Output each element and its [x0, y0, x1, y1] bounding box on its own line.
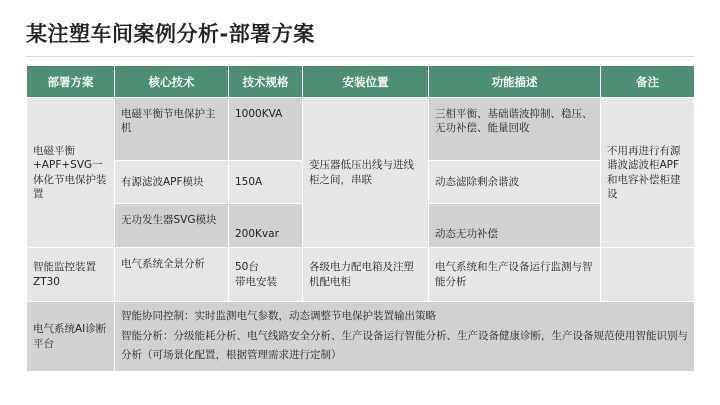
tech-cell: 电气系统全景分析: [115, 248, 229, 302]
note-cell: 不用再进行有源谐波滤波柜APF和电容补偿柜建设: [601, 98, 695, 248]
table-row: [27, 302, 695, 372]
header-spec: 技术规格: [229, 66, 303, 98]
function-cell: 动态无功补偿: [429, 204, 601, 248]
header-function: 功能描述: [429, 66, 601, 98]
note-cell: [601, 248, 695, 302]
spec-method: 带电安装: [235, 275, 277, 288]
title-divider: [26, 56, 694, 57]
scheme-cell: 电气系统AI诊断平台: [27, 302, 115, 372]
table-row: [27, 98, 695, 161]
spec-quantity: 50台: [235, 261, 259, 274]
spec-cell: 150A: [229, 161, 303, 204]
tech-cell: 有源滤波APF模块: [115, 161, 229, 204]
table-header-row: [27, 66, 695, 98]
page-title: 某注塑车间案例分析-部署方案: [26, 22, 315, 46]
header-install: 安装位置: [303, 66, 429, 98]
ai-control-line: 智能协同控制：实时监测电气参数，动态调整节电保护装置输出策略: [121, 309, 436, 322]
spec-cell: 1000KVA: [229, 98, 303, 161]
scheme-cell: 电磁平衡+APF+SVG一体化节电保护装置: [27, 98, 115, 248]
spec-cell: [229, 248, 303, 302]
function-cell: 三相平衡、基础谐波抑制、稳压、无功补偿、能量回收: [429, 98, 601, 161]
install-cell: 变压器低压出线与进线柜之间，串联: [303, 98, 429, 248]
install-cell: 各级电力配电箱及注塑机配电柜: [303, 248, 429, 302]
ai-platform-description: [115, 302, 695, 372]
tech-cell: 电磁平衡节电保护主机: [115, 98, 229, 161]
tech-cell: 无功发生器SVG模块: [115, 204, 229, 248]
table-row: [27, 248, 695, 302]
deployment-table: [26, 65, 695, 372]
ai-analysis-line: 智能分析：分级能耗分析、电气线路安全分析、生产设备运行智能分析、生产设备健康诊断，生产设备规范使用智能识别与分析（可场景化配置，根据管理需求进行定制）: [121, 329, 688, 362]
header-scheme: 部署方案: [27, 66, 115, 98]
header-core-tech: 核心技术: [115, 66, 229, 98]
scheme-cell: 智能监控装置ZT30: [27, 248, 115, 302]
function-cell: 动态滤除剩余谐波: [429, 161, 601, 204]
header-note: 备注: [601, 66, 695, 98]
function-cell: 电气系统和生产设备运行监测与智能分析: [429, 248, 601, 302]
spec-cell: 200Kvar: [229, 204, 303, 248]
